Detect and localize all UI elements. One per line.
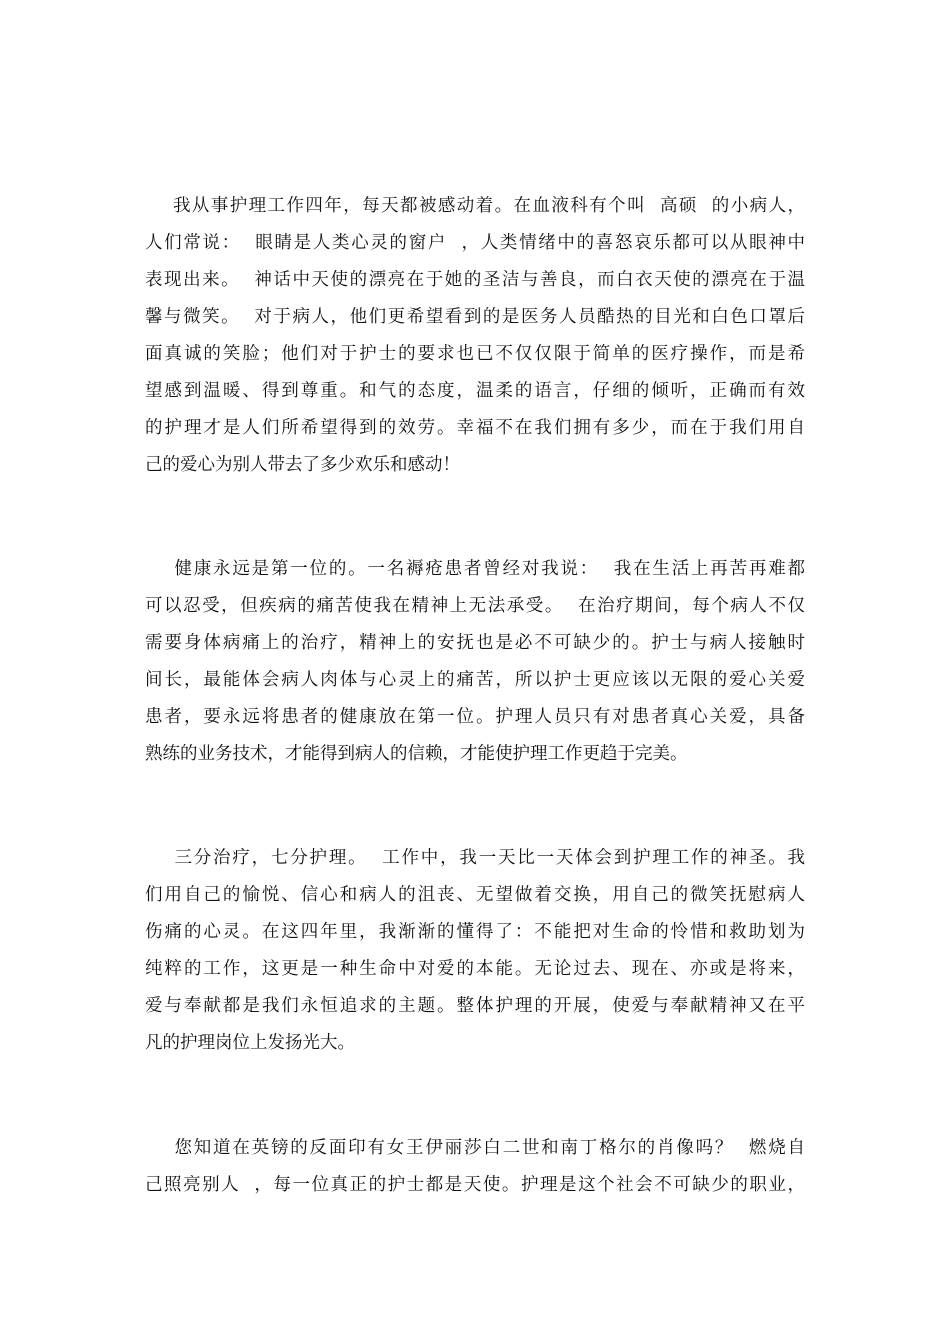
- text-line: 凡的护理岗位上发扬光大。: [145, 1033, 355, 1053]
- paragraph-1: [145, 188, 805, 484]
- text-line: 望感到温暖、得到尊重。和气的态度，温柔的语言，仔细的倾听，正确而有效: [145, 381, 805, 401]
- text-line: 伤痛的心灵。在这四年里，我渐渐的懂得了：不能把对生命的怜惜和救助划为: [145, 922, 805, 942]
- text-line: 您知道在英镑的反面印有女王伊丽莎白二世和南丁格尔的肖像吗？ 燃烧自: [145, 1138, 805, 1158]
- text-line: 们用自己的愉悦、信心和病人的沮丧、无望做着交换，用自己的微笑抚慰病人: [145, 885, 805, 905]
- text-line: 馨与微笑。 对于病人，他们更希望看到的是医务人员酷热的目光和白色口罩后: [145, 307, 805, 327]
- paragraph-4: [145, 1130, 805, 1204]
- text-line: 间长，最能体会病人肉体与心灵上的痛苦，所以护士更应该以无限的爱心关爱: [145, 670, 805, 690]
- text-line: 爱与奉献都是我们永恒追求的主题。整体护理的开展，使爱与奉献精神又在平: [145, 996, 805, 1016]
- text-line: 可以忍受，但疾病的痛苦使我在精神上无法承受。 在治疗期间，每个病人不仅: [145, 596, 805, 616]
- paragraph-2: [145, 551, 805, 773]
- text-line: 的护理才是人们所希望得到的效劳。幸福不在我们拥有多少，而在于我们用自: [145, 418, 805, 438]
- text-line: 人们常说： 眼睛是人类心灵的窗户 ，人类情绪中的喜怒哀乐都可以从眼神中: [145, 233, 805, 253]
- text-line: 患者，要永远将患者的健康放在第一位。护理人员只有对患者真心关爱，具备: [145, 707, 805, 727]
- text-line: 面真诚的笑脸；他们对于护士的要求也已不仅仅限于简单的医疗操作，而是希: [145, 344, 805, 364]
- text-line: 三分治疗，七分护理。 工作中，我一天比一天体会到护理工作的神圣。我: [145, 848, 805, 868]
- text-line: 熟练的业务技术，才能得到病人的信赖，才能使护理工作更趋于完美。: [145, 744, 688, 764]
- text-line: 表现出来。 神话中天使的漂亮在于她的圣洁与善良，而白衣天使的漂亮在于温: [145, 270, 805, 290]
- text-line: 需要身体病痛上的治疗，精神上的安抚也是必不可缺少的。护士与病人接触时: [145, 633, 805, 653]
- paragraph-3: [145, 840, 805, 1062]
- text-line: 己的爱心为别人带去了多少欢乐和感动！: [145, 455, 460, 475]
- text-line: 纯粹的工作，这更是一种生命中对爱的本能。无论过去、现在、亦或是将来，: [145, 959, 805, 979]
- text-line: 己照亮别人 ，每一位真正的护士都是天使。护理是这个社会不可缺少的职业，: [145, 1175, 805, 1195]
- text-line: 我从事护理工作四年，每天都被感动着。在血液科有个叫 高硕 的小病人，: [145, 196, 805, 216]
- text-line: 健康永远是第一位的。一名褥疮患者曾经对我说： 我在生活上再苦再难都: [145, 559, 805, 579]
